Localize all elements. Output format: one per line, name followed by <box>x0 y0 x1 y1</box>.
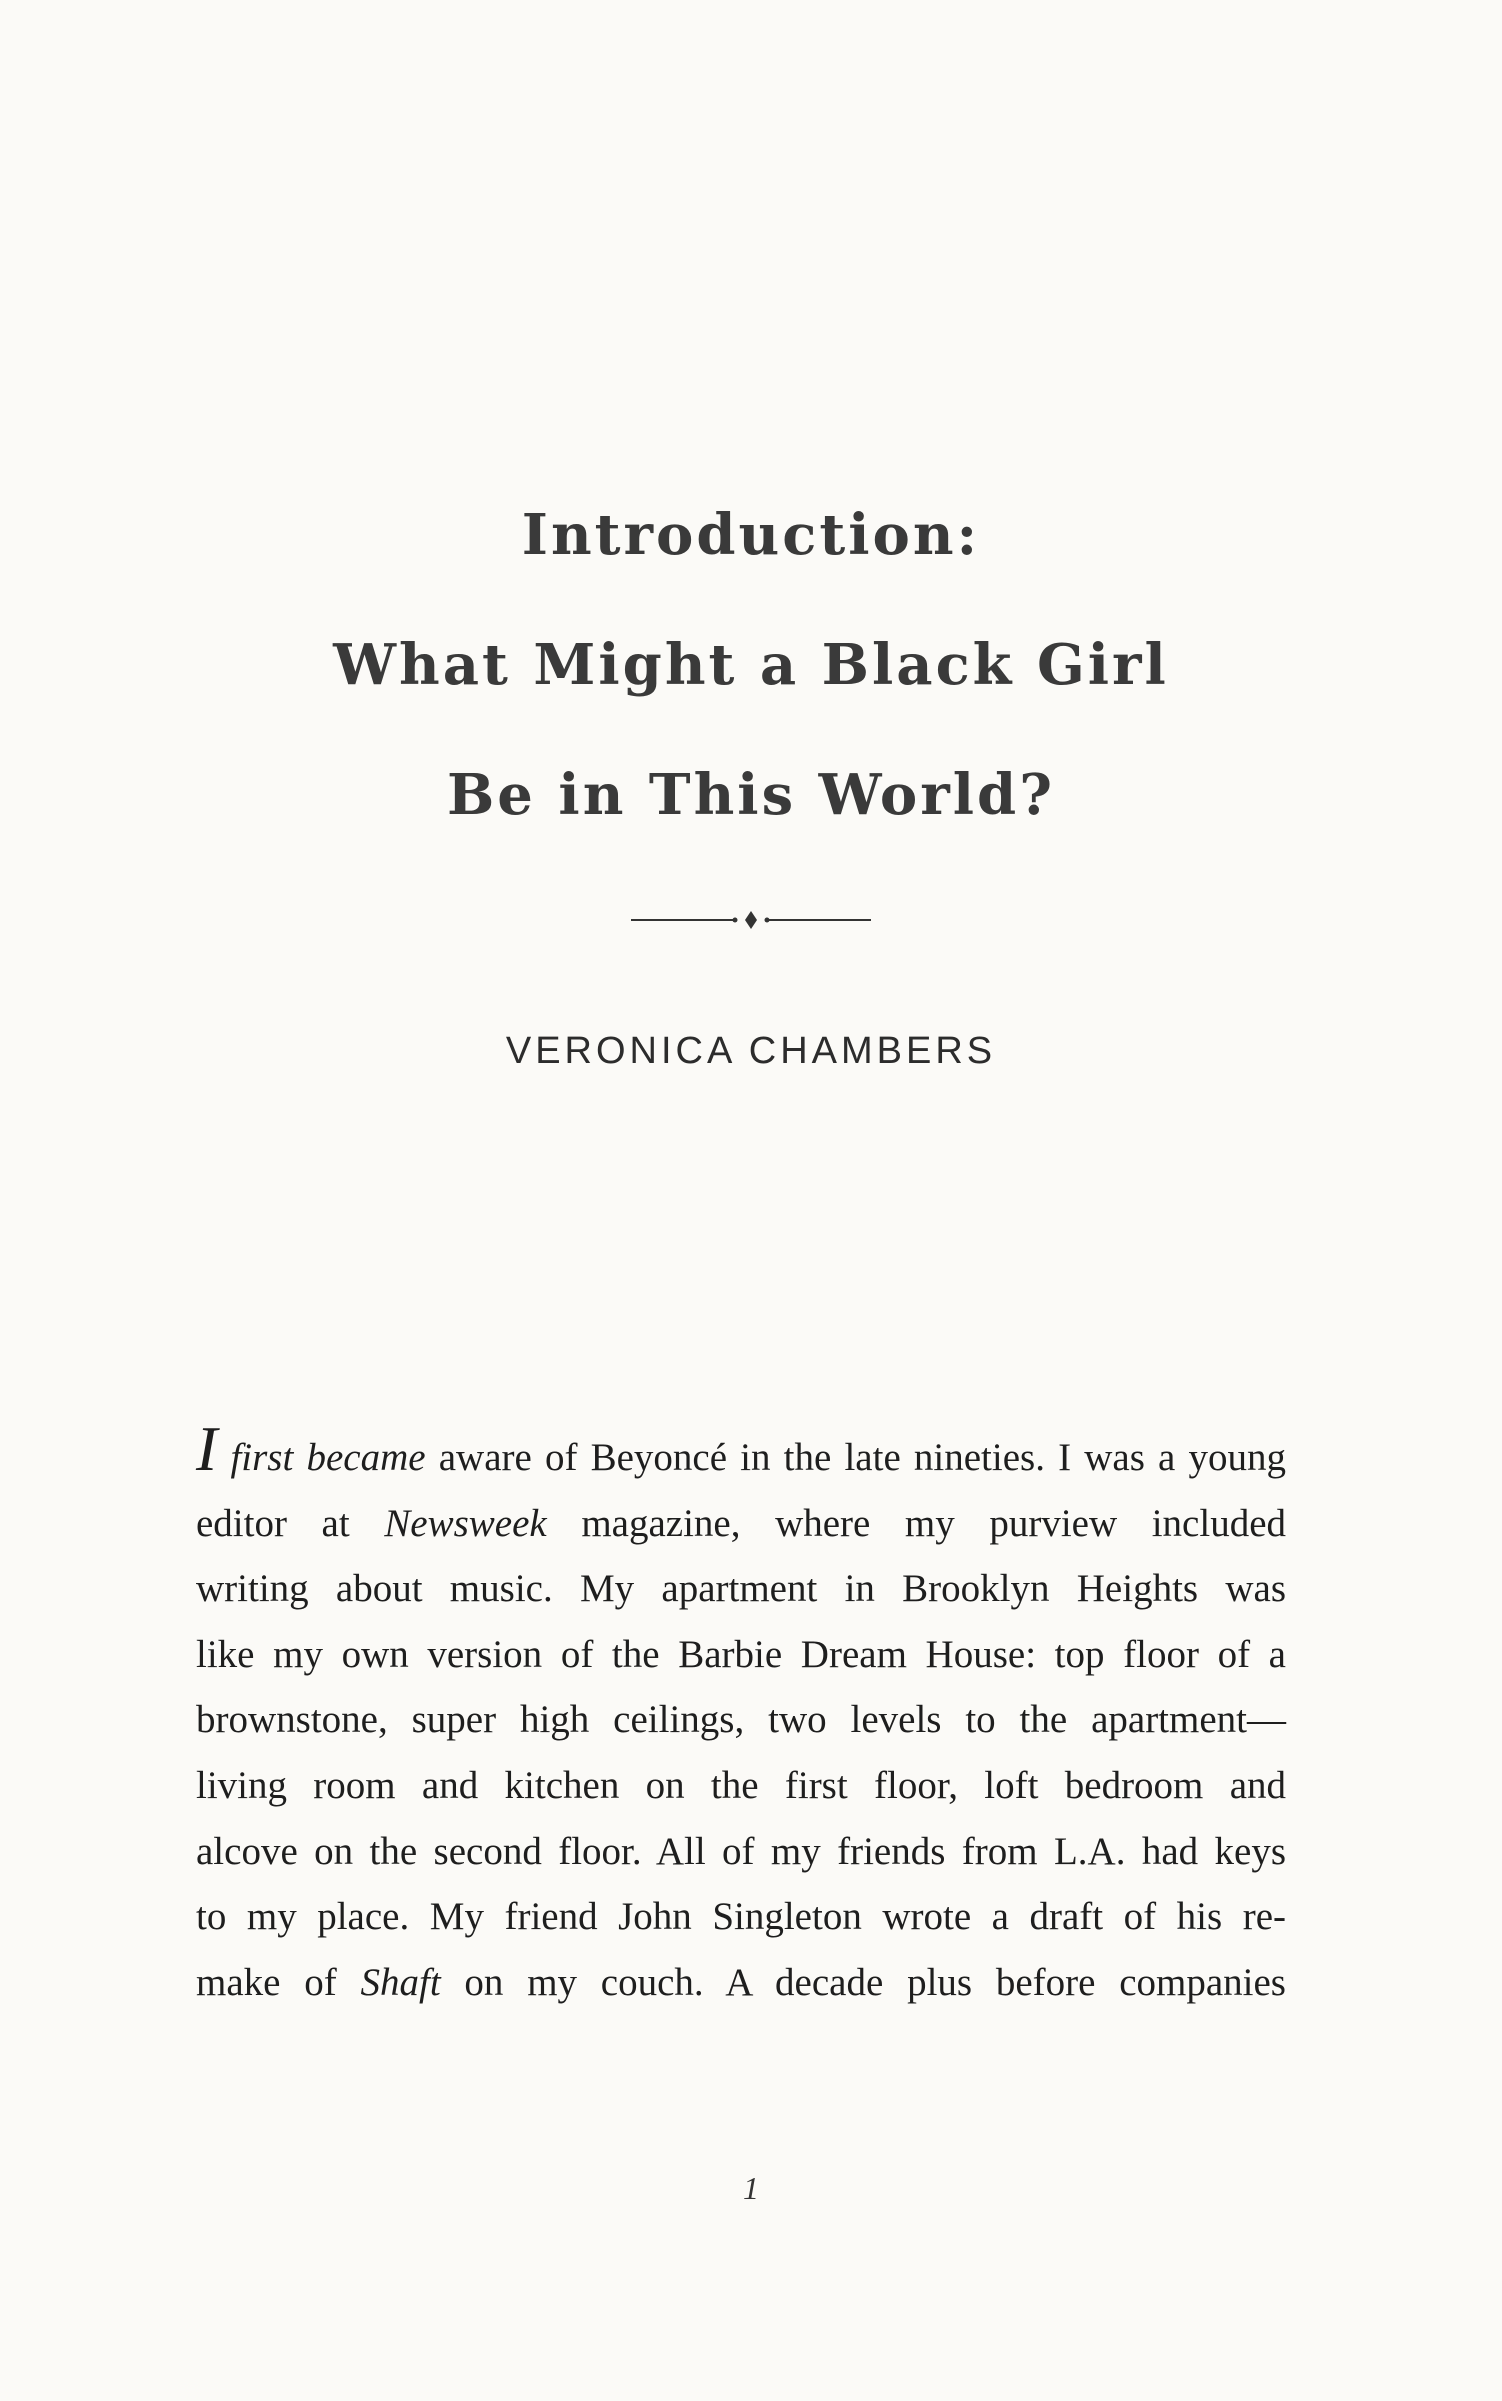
ornament-divider-icon <box>631 908 871 932</box>
opening-italic: first became <box>217 1436 426 1479</box>
author-name: VERONICA CHAMBERS <box>505 1030 997 1072</box>
body-text-segment: aware of Beyoncé in the late nineties. I was a young <box>425 1436 1286 1479</box>
body-text-segment: magazine, where my purview included <box>546 1501 1286 1545</box>
page-number: 1 <box>743 2170 759 2206</box>
body-line-6: living room and kitchen on the first floor, loft bedroom and <box>196 1763 1286 1807</box>
body-line-8: to my place. My friend John Singleton wrote a draft of his re- <box>196 1895 1286 1939</box>
chapter-title <box>0 470 1502 860</box>
body-line-3: writing about music. My apartment in Brooklyn Heights was <box>196 1567 1286 1611</box>
body-text-segment: on my couch. A decade plus before companies <box>440 1960 1286 2004</box>
body-paragraph <box>196 1413 1286 2015</box>
drop-cap: I <box>196 1413 218 1484</box>
body-text-segment: make of <box>196 1960 361 2004</box>
chapter-title-line-1: Introduction: <box>521 502 981 568</box>
body-line-2 <box>196 1491 1286 1557</box>
body-line-5: brownstone, super high ceilings, two levels to the apartment— <box>196 1698 1286 1742</box>
body-line-4: like my own version of the Barbie Dream House: top floor of a <box>196 1632 1286 1676</box>
italic-title-shaft: Shaft <box>360 1960 441 2004</box>
chapter-title-line-2: What Might a Black Girl <box>333 632 1169 698</box>
italic-title-newsweek: Newsweek <box>384 1501 547 1545</box>
chapter-title-line-3: Be in This World? <box>446 762 1056 828</box>
body-line-1 <box>196 1413 1286 1491</box>
body-line-9 <box>196 1950 1286 2016</box>
body-line-7: alcove on the second floor. All of my friends from L.A. had keys <box>196 1829 1286 1873</box>
body-text-segment: editor at <box>196 1501 385 1545</box>
